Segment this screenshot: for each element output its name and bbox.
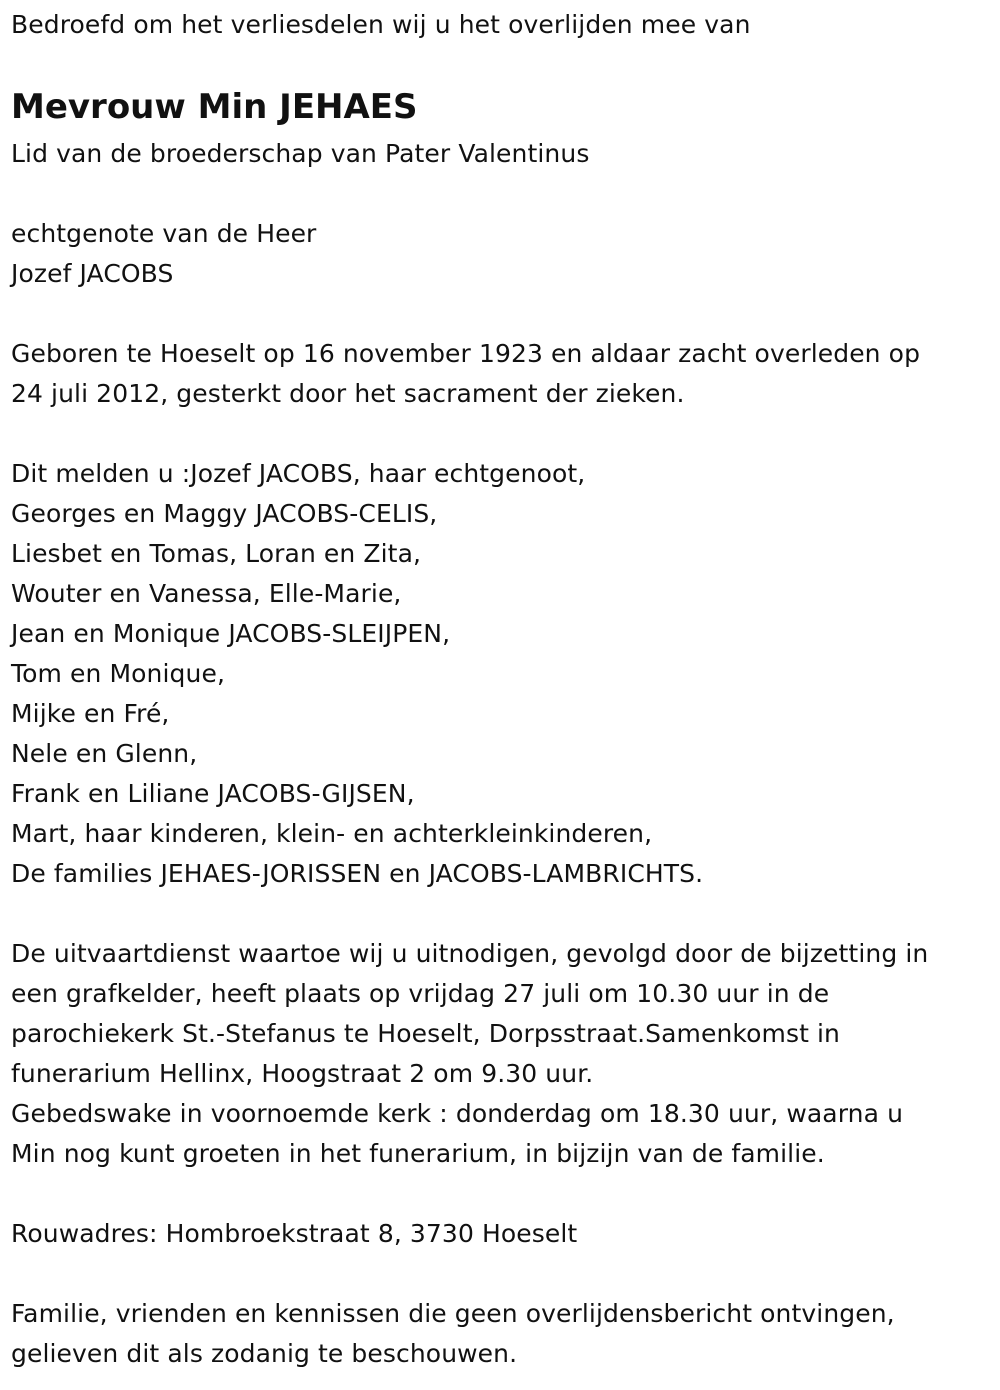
birth-death-line: 24 juli 2012, gesterkt door het sacrament der zieken.: [11, 379, 685, 408]
service-line: funerarium Hellinx, Hoogstraat 2 om 9.30 uur.: [11, 1059, 594, 1088]
closing-line: gelieven dit als zodanig te beschouwen.: [11, 1339, 518, 1368]
membership-text: Lid van de broederschap van Pater Valentinus: [11, 139, 590, 168]
death-notice: [11, 5, 996, 1374]
announcer-line: Jean en Monique JACOBS-SLEIJPEN,: [11, 619, 451, 648]
service-line: Gebedswake in voornoemde kerk : donderdag om 18.30 uur, waarna u: [11, 1099, 904, 1128]
announcer-line: Nele en Glenn,: [11, 739, 198, 768]
spacer: [11, 294, 996, 334]
announcer-line: Mart, haar kinderen, klein- en achterkleinkinderen,: [11, 819, 653, 848]
spacer: [11, 414, 996, 454]
announcer-line: Frank en Liliane JACOBS-GIJSEN,: [11, 779, 415, 808]
service-line: een grafkelder, heeft plaats op vrijdag 27 juli om 10.30 uur in de: [11, 979, 830, 1008]
spacer: [11, 174, 996, 214]
closing-line: Familie, vrienden en kennissen die geen overlijdensbericht ontvingen,: [11, 1299, 895, 1328]
service-line: De uitvaartdienst waartoe wij u uitnodigen, gevolgd door de bijzetting in: [11, 939, 929, 968]
announcer-line: Mijke en Fré,: [11, 699, 170, 728]
deceased-name: Mevrouw Min JEHAES: [11, 87, 418, 127]
spouse-name: Jozef JACOBS: [11, 259, 174, 288]
spacer: [11, 1174, 996, 1214]
announcer-line: Wouter en Vanessa, Elle-Marie,: [11, 579, 402, 608]
announcer-line: Dit melden u :Jozef JACOBS, haar echtgenoot,: [11, 459, 586, 488]
spacer: [11, 894, 996, 934]
spouse-label: echtgenote van de Heer: [11, 219, 317, 248]
announcer-line: De families JEHAES-JORISSEN en JACOBS-LAMBRICHTS.: [11, 859, 704, 888]
mourning-address: Rouwadres: Hombroekstraat 8, 3730 Hoeselt: [11, 1219, 578, 1248]
service-line: Min nog kunt groeten in het funerarium, in bijzijn van de familie.: [11, 1139, 825, 1168]
birth-death-line: Geboren te Hoeselt op 16 november 1923 en aldaar zacht overleden op: [11, 339, 921, 368]
announcer-line: Georges en Maggy JACOBS-CELIS,: [11, 499, 438, 528]
intro-text: Bedroefd om het verliesdelen wij u het overlijden mee van: [11, 10, 751, 39]
announcer-line: Liesbet en Tomas, Loran en Zita,: [11, 539, 422, 568]
announcer-line: Tom en Monique,: [11, 659, 225, 688]
spacer: [11, 1254, 996, 1294]
service-line: parochiekerk St.-Stefanus te Hoeselt, Dorpsstraat.Samenkomst in: [11, 1019, 841, 1048]
